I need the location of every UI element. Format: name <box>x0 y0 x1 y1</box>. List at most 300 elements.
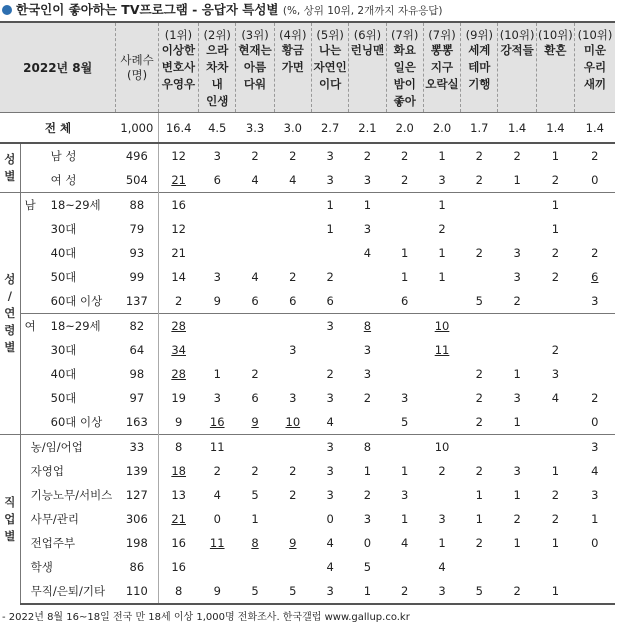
cell-value <box>536 314 574 339</box>
column-rank: (10위) <box>577 28 613 42</box>
cell-value <box>311 579 348 604</box>
cell-text: 3 <box>513 464 521 478</box>
cell-value <box>199 289 236 314</box>
cell-text: 8 <box>251 536 259 550</box>
cell-text: 1 <box>401 246 409 260</box>
cell-value <box>349 507 386 531</box>
cell-value-highlighted <box>158 168 198 193</box>
cell-value <box>349 386 386 410</box>
cell-value <box>536 483 574 507</box>
cell-value <box>274 579 311 604</box>
cell-text: 2 <box>591 149 599 163</box>
row-label <box>20 386 116 410</box>
row-sample-size: 504 <box>116 168 158 193</box>
cell-value <box>311 435 348 460</box>
row-prefix: 남 <box>24 198 36 212</box>
cell-value <box>498 168 536 193</box>
cell-text: 8 <box>175 440 183 454</box>
cell-value <box>349 435 386 460</box>
row-label <box>20 314 116 339</box>
cell-text: 0 <box>213 512 221 526</box>
cell-value <box>236 289 274 314</box>
cell-value <box>423 459 460 483</box>
row-label <box>20 193 116 218</box>
row-label-text: 기능노무/서비스 <box>30 488 113 502</box>
column-header <box>575 22 615 113</box>
cell-value <box>199 143 236 168</box>
table-row <box>0 217 615 241</box>
cell-text: 1 <box>438 536 446 550</box>
cell-value <box>274 217 311 241</box>
table-title <box>2 1 443 19</box>
row-label <box>20 483 116 507</box>
cell-value <box>423 217 460 241</box>
row-sample-size: 93 <box>116 241 158 265</box>
cell-text: 1 <box>551 198 560 212</box>
cell-value <box>386 143 423 168</box>
column-header <box>311 22 348 113</box>
table-row <box>0 579 615 604</box>
total-row <box>0 113 615 144</box>
table-row <box>0 193 615 218</box>
row-label <box>20 217 116 241</box>
cell-text: 1 <box>438 270 446 284</box>
cell-value <box>461 143 498 168</box>
cell-value <box>536 193 574 218</box>
cell-value <box>461 386 498 410</box>
cell-value <box>311 289 348 314</box>
cell-value <box>498 555 536 579</box>
cell-text: 3 <box>363 343 372 357</box>
table-row <box>0 362 615 386</box>
total-label: 전 체 <box>0 113 116 144</box>
cell-text: 4 <box>289 173 297 187</box>
cell-text: 1 <box>363 464 372 478</box>
cell-value <box>349 579 386 604</box>
column-rank: (1위) <box>164 28 193 42</box>
cell-value-highlighted <box>349 314 386 339</box>
title-text: 한국인이 좋아하는 TV프로그램 - 응답자 특성별 <box>16 2 279 17</box>
row-sample-size: 97 <box>116 386 158 410</box>
table-row <box>0 289 615 314</box>
row-label <box>20 338 116 362</box>
row-sample-size: 98 <box>116 362 158 386</box>
row-label <box>20 241 116 265</box>
cell-value <box>461 410 498 435</box>
cell-text: 2 <box>513 512 521 526</box>
cell-text: 1 <box>513 367 521 381</box>
cell-text: 18 <box>171 464 186 478</box>
cell-text: 2 <box>551 270 560 284</box>
row-label <box>20 168 116 193</box>
column-header <box>199 22 236 113</box>
cell-value <box>386 289 423 314</box>
cell-value <box>311 362 348 386</box>
cell-value <box>498 579 536 604</box>
cell-value <box>274 362 311 386</box>
table-row <box>0 483 615 507</box>
cell-text: 16 <box>171 536 186 550</box>
cell-text: 21 <box>171 173 186 187</box>
cell-value-highlighted <box>158 338 198 362</box>
cell-text: 3 <box>438 173 446 187</box>
column-rank: (10위) <box>538 28 573 42</box>
column-header <box>274 22 311 113</box>
cell-value <box>236 143 274 168</box>
cell-value <box>199 483 236 507</box>
cell-text: 3 <box>591 440 599 454</box>
column-header <box>461 22 498 113</box>
cell-value <box>311 265 348 289</box>
cell-text: 0 <box>363 536 372 550</box>
cell-text: 8 <box>363 440 372 454</box>
cell-value <box>274 507 311 531</box>
cell-text: 0 <box>591 173 599 187</box>
cell-text: 3 <box>289 343 297 357</box>
total-value: 3.3 <box>236 113 274 144</box>
cell-value <box>274 338 311 362</box>
table-row <box>0 314 615 339</box>
cell-text: 5 <box>251 584 259 598</box>
cell-value <box>386 459 423 483</box>
cell-text: 4 <box>401 536 409 550</box>
cell-text: 2 <box>551 343 560 357</box>
cell-value <box>349 289 386 314</box>
cell-value <box>461 168 498 193</box>
cell-value <box>536 338 574 362</box>
cell-text: 14 <box>171 270 186 284</box>
cell-value <box>158 410 198 435</box>
cell-value <box>575 289 615 314</box>
row-sample-size: 79 <box>116 217 158 241</box>
cell-value <box>236 217 274 241</box>
cell-value <box>423 555 460 579</box>
cell-value <box>461 338 498 362</box>
cell-text: 19 <box>171 391 186 405</box>
cell-text: 0 <box>326 512 334 526</box>
cell-value <box>199 241 236 265</box>
cell-value <box>236 579 274 604</box>
cell-value <box>498 289 536 314</box>
cell-value <box>158 143 198 168</box>
cell-text: 3 <box>363 222 372 236</box>
cell-text: 13 <box>171 488 186 502</box>
cell-value <box>575 193 615 218</box>
cell-value <box>536 459 574 483</box>
cell-value <box>423 483 460 507</box>
row-label <box>20 265 116 289</box>
cell-text: 0 <box>591 415 599 429</box>
cell-text: 3 <box>326 149 334 163</box>
table-row <box>0 241 615 265</box>
cell-text: 2 <box>513 149 521 163</box>
cell-value <box>236 459 274 483</box>
cell-text: 0 <box>591 536 599 550</box>
cell-value <box>386 555 423 579</box>
cell-value <box>575 483 615 507</box>
row-label-text: 40대 <box>50 246 77 260</box>
cell-value <box>158 265 198 289</box>
cell-text: 6 <box>251 294 259 308</box>
title-subtitle: (%, 상위 10위, 2개까지 자유응답) <box>282 5 443 17</box>
cell-value-highlighted <box>423 314 460 339</box>
cell-value <box>386 241 423 265</box>
row-sample-size: 163 <box>116 410 158 435</box>
cell-value <box>575 459 615 483</box>
cell-value <box>536 507 574 531</box>
cell-value <box>158 217 198 241</box>
column-program-name: 미운 우리 새끼 <box>583 43 607 91</box>
row-label <box>20 289 116 314</box>
cell-value <box>423 579 460 604</box>
cell-text: 6 <box>213 173 221 187</box>
cell-text: 5 <box>289 584 297 598</box>
column-rank: (7위) <box>391 28 419 42</box>
column-header <box>158 22 198 113</box>
cell-value <box>461 314 498 339</box>
row-label-text: 사무/관리 <box>30 512 79 526</box>
cell-value <box>498 265 536 289</box>
cell-value <box>349 362 386 386</box>
cell-value <box>274 289 311 314</box>
cell-text: 2 <box>475 173 483 187</box>
cell-value <box>461 483 498 507</box>
cell-value <box>311 386 348 410</box>
cell-value <box>575 579 615 604</box>
table-row <box>0 265 615 289</box>
table-row <box>0 435 615 460</box>
cell-text: 1 <box>475 488 483 502</box>
cell-value <box>386 265 423 289</box>
cell-text: 6 <box>326 294 334 308</box>
cell-text: 2 <box>289 149 297 163</box>
cell-text: 5 <box>363 560 372 574</box>
cell-text: 3 <box>326 584 334 598</box>
cell-text: 16 <box>171 198 186 212</box>
cell-text: 28 <box>171 319 186 333</box>
table-row <box>0 555 615 579</box>
cell-value <box>423 241 460 265</box>
cell-text: 2 <box>289 270 297 284</box>
header-sample-size: 사례수 (명) <box>116 22 158 113</box>
cell-text: 4 <box>326 415 334 429</box>
survey-table <box>0 21 615 605</box>
cell-value <box>536 241 574 265</box>
column-program-name: 으라 차차 내 인생 <box>206 43 229 108</box>
cell-value <box>386 579 423 604</box>
cell-text: 2 <box>401 173 409 187</box>
cell-value <box>274 435 311 460</box>
row-sample-size: 137 <box>116 289 158 314</box>
column-rank: (9위) <box>465 28 493 42</box>
column-header <box>236 22 274 113</box>
column-rank: (7위) <box>428 28 456 42</box>
cell-value <box>423 435 460 460</box>
circle-bullet-icon <box>2 5 12 15</box>
cell-value <box>311 314 348 339</box>
cell-value <box>199 459 236 483</box>
cell-text: 11 <box>209 440 225 454</box>
cell-value <box>423 143 460 168</box>
cell-value <box>536 555 574 579</box>
cell-text: 2 <box>513 584 521 598</box>
cell-text: 3 <box>363 173 372 187</box>
cell-value <box>349 555 386 579</box>
row-sample-size: 86 <box>116 555 158 579</box>
cell-text: 21 <box>171 512 186 526</box>
cell-text: 2 <box>591 246 599 260</box>
row-label-text: 여 성 <box>50 173 77 187</box>
cell-text: 2 <box>513 294 521 308</box>
column-header <box>423 22 460 113</box>
cell-value <box>274 459 311 483</box>
cell-value <box>199 555 236 579</box>
cell-value <box>158 289 198 314</box>
cell-value <box>575 314 615 339</box>
cell-value <box>423 386 460 410</box>
cell-text: 2 <box>401 149 409 163</box>
cell-text: 1 <box>213 367 221 381</box>
cell-value <box>386 217 423 241</box>
cell-value <box>575 435 615 460</box>
cell-value <box>498 217 536 241</box>
cell-value <box>461 531 498 555</box>
row-sample-size: 110 <box>116 579 158 604</box>
cell-text: 1 <box>513 415 521 429</box>
row-label-text: 50대 <box>50 270 77 284</box>
cell-value <box>575 143 615 168</box>
cell-text: 4 <box>438 560 446 574</box>
cell-text: 4 <box>326 560 334 574</box>
cell-text: 4 <box>551 391 560 405</box>
cell-value-highlighted <box>199 531 236 555</box>
cell-value <box>386 386 423 410</box>
cell-value <box>461 193 498 218</box>
cell-text: 3 <box>363 367 372 381</box>
column-program-name: 나는 자연인 이다 <box>313 43 347 91</box>
cell-value-highlighted <box>158 362 198 386</box>
row-label <box>20 459 116 483</box>
table-row <box>0 531 615 555</box>
cell-text: 2 <box>289 488 297 502</box>
row-sample-size: 306 <box>116 507 158 531</box>
total-value: 1.4 <box>575 113 615 144</box>
cell-value-highlighted <box>236 410 274 435</box>
cell-value <box>536 410 574 435</box>
cell-text: 1 <box>363 584 372 598</box>
cell-text: 3 <box>326 440 334 454</box>
cell-value <box>349 217 386 241</box>
cell-text: 2 <box>363 488 372 502</box>
cell-text: 21 <box>171 246 186 260</box>
cell-value <box>236 507 274 531</box>
column-rank: (6위) <box>353 28 382 42</box>
cell-value <box>236 338 274 362</box>
column-program-name: 런닝맨 <box>350 43 385 57</box>
cell-text: 1 <box>551 222 560 236</box>
cell-value <box>536 435 574 460</box>
row-label-text: 전업주부 <box>30 536 76 550</box>
cell-text: 1 <box>401 512 409 526</box>
column-program-name: 화요 일은 밤이 좋아 <box>393 43 416 108</box>
cell-text: 3 <box>289 391 297 405</box>
cell-text: 2 <box>475 391 483 405</box>
cell-value <box>386 483 423 507</box>
cell-value <box>311 143 348 168</box>
cell-text: 3 <box>326 391 334 405</box>
cell-text: 1 <box>363 198 372 212</box>
cell-text: 3 <box>213 270 221 284</box>
cell-value <box>461 289 498 314</box>
cell-text: 2 <box>251 367 259 381</box>
row-label-text: 50대 <box>50 391 77 405</box>
cell-text: 1 <box>401 464 409 478</box>
cell-text: 5 <box>251 488 259 502</box>
table-row <box>0 168 615 193</box>
cell-text: 28 <box>171 367 186 381</box>
cell-text: 1 <box>513 173 521 187</box>
row-sample-size: 139 <box>116 459 158 483</box>
cell-value <box>274 386 311 410</box>
row-sample-size: 88 <box>116 193 158 218</box>
table-row <box>0 507 615 531</box>
row-sample-size: 496 <box>116 143 158 168</box>
column-header <box>536 22 574 113</box>
cell-text: 2 <box>326 367 334 381</box>
cell-value <box>575 531 615 555</box>
cell-value <box>423 289 460 314</box>
cell-text: 2 <box>475 246 483 260</box>
cell-text: 3 <box>213 149 221 163</box>
total-value: 2.7 <box>311 113 348 144</box>
cell-text: 1 <box>326 222 334 236</box>
column-program-name: 환혼 <box>544 43 567 57</box>
cell-text: 3 <box>363 512 372 526</box>
cell-value <box>498 483 536 507</box>
cell-value <box>498 507 536 531</box>
cell-value-highlighted <box>158 459 198 483</box>
cell-text: 3 <box>401 391 409 405</box>
cell-text: 9 <box>289 536 297 550</box>
cell-value <box>311 483 348 507</box>
cell-text: 1 <box>551 536 560 550</box>
cell-value <box>349 459 386 483</box>
footnote: - 2022년 8월 16~18일 전국 만 18세 이상 1,000명 전화조사. 한국갤럽 www.gallup.co.kr <box>2 612 410 623</box>
row-label-text: 60대 이상 <box>50 294 103 308</box>
cell-value <box>423 531 460 555</box>
cell-value <box>274 555 311 579</box>
cell-value <box>274 265 311 289</box>
cell-text: 2 <box>401 584 409 598</box>
cell-text: 2 <box>475 367 483 381</box>
cell-value <box>199 386 236 410</box>
cell-value <box>311 168 348 193</box>
cell-text: 2 <box>326 270 334 284</box>
cell-text: 3 <box>326 319 334 333</box>
cell-value <box>199 193 236 218</box>
row-label <box>20 410 116 435</box>
cell-value <box>311 241 348 265</box>
column-rank: (5위) <box>316 28 344 42</box>
row-label-text: 40대 <box>50 367 77 381</box>
group-label: 성 별 <box>0 143 20 193</box>
cell-value <box>498 459 536 483</box>
cell-value <box>575 555 615 579</box>
cell-text: 11 <box>434 343 450 357</box>
total-value: 1.4 <box>498 113 536 144</box>
cell-text: 2 <box>363 391 372 405</box>
cell-value <box>349 241 386 265</box>
